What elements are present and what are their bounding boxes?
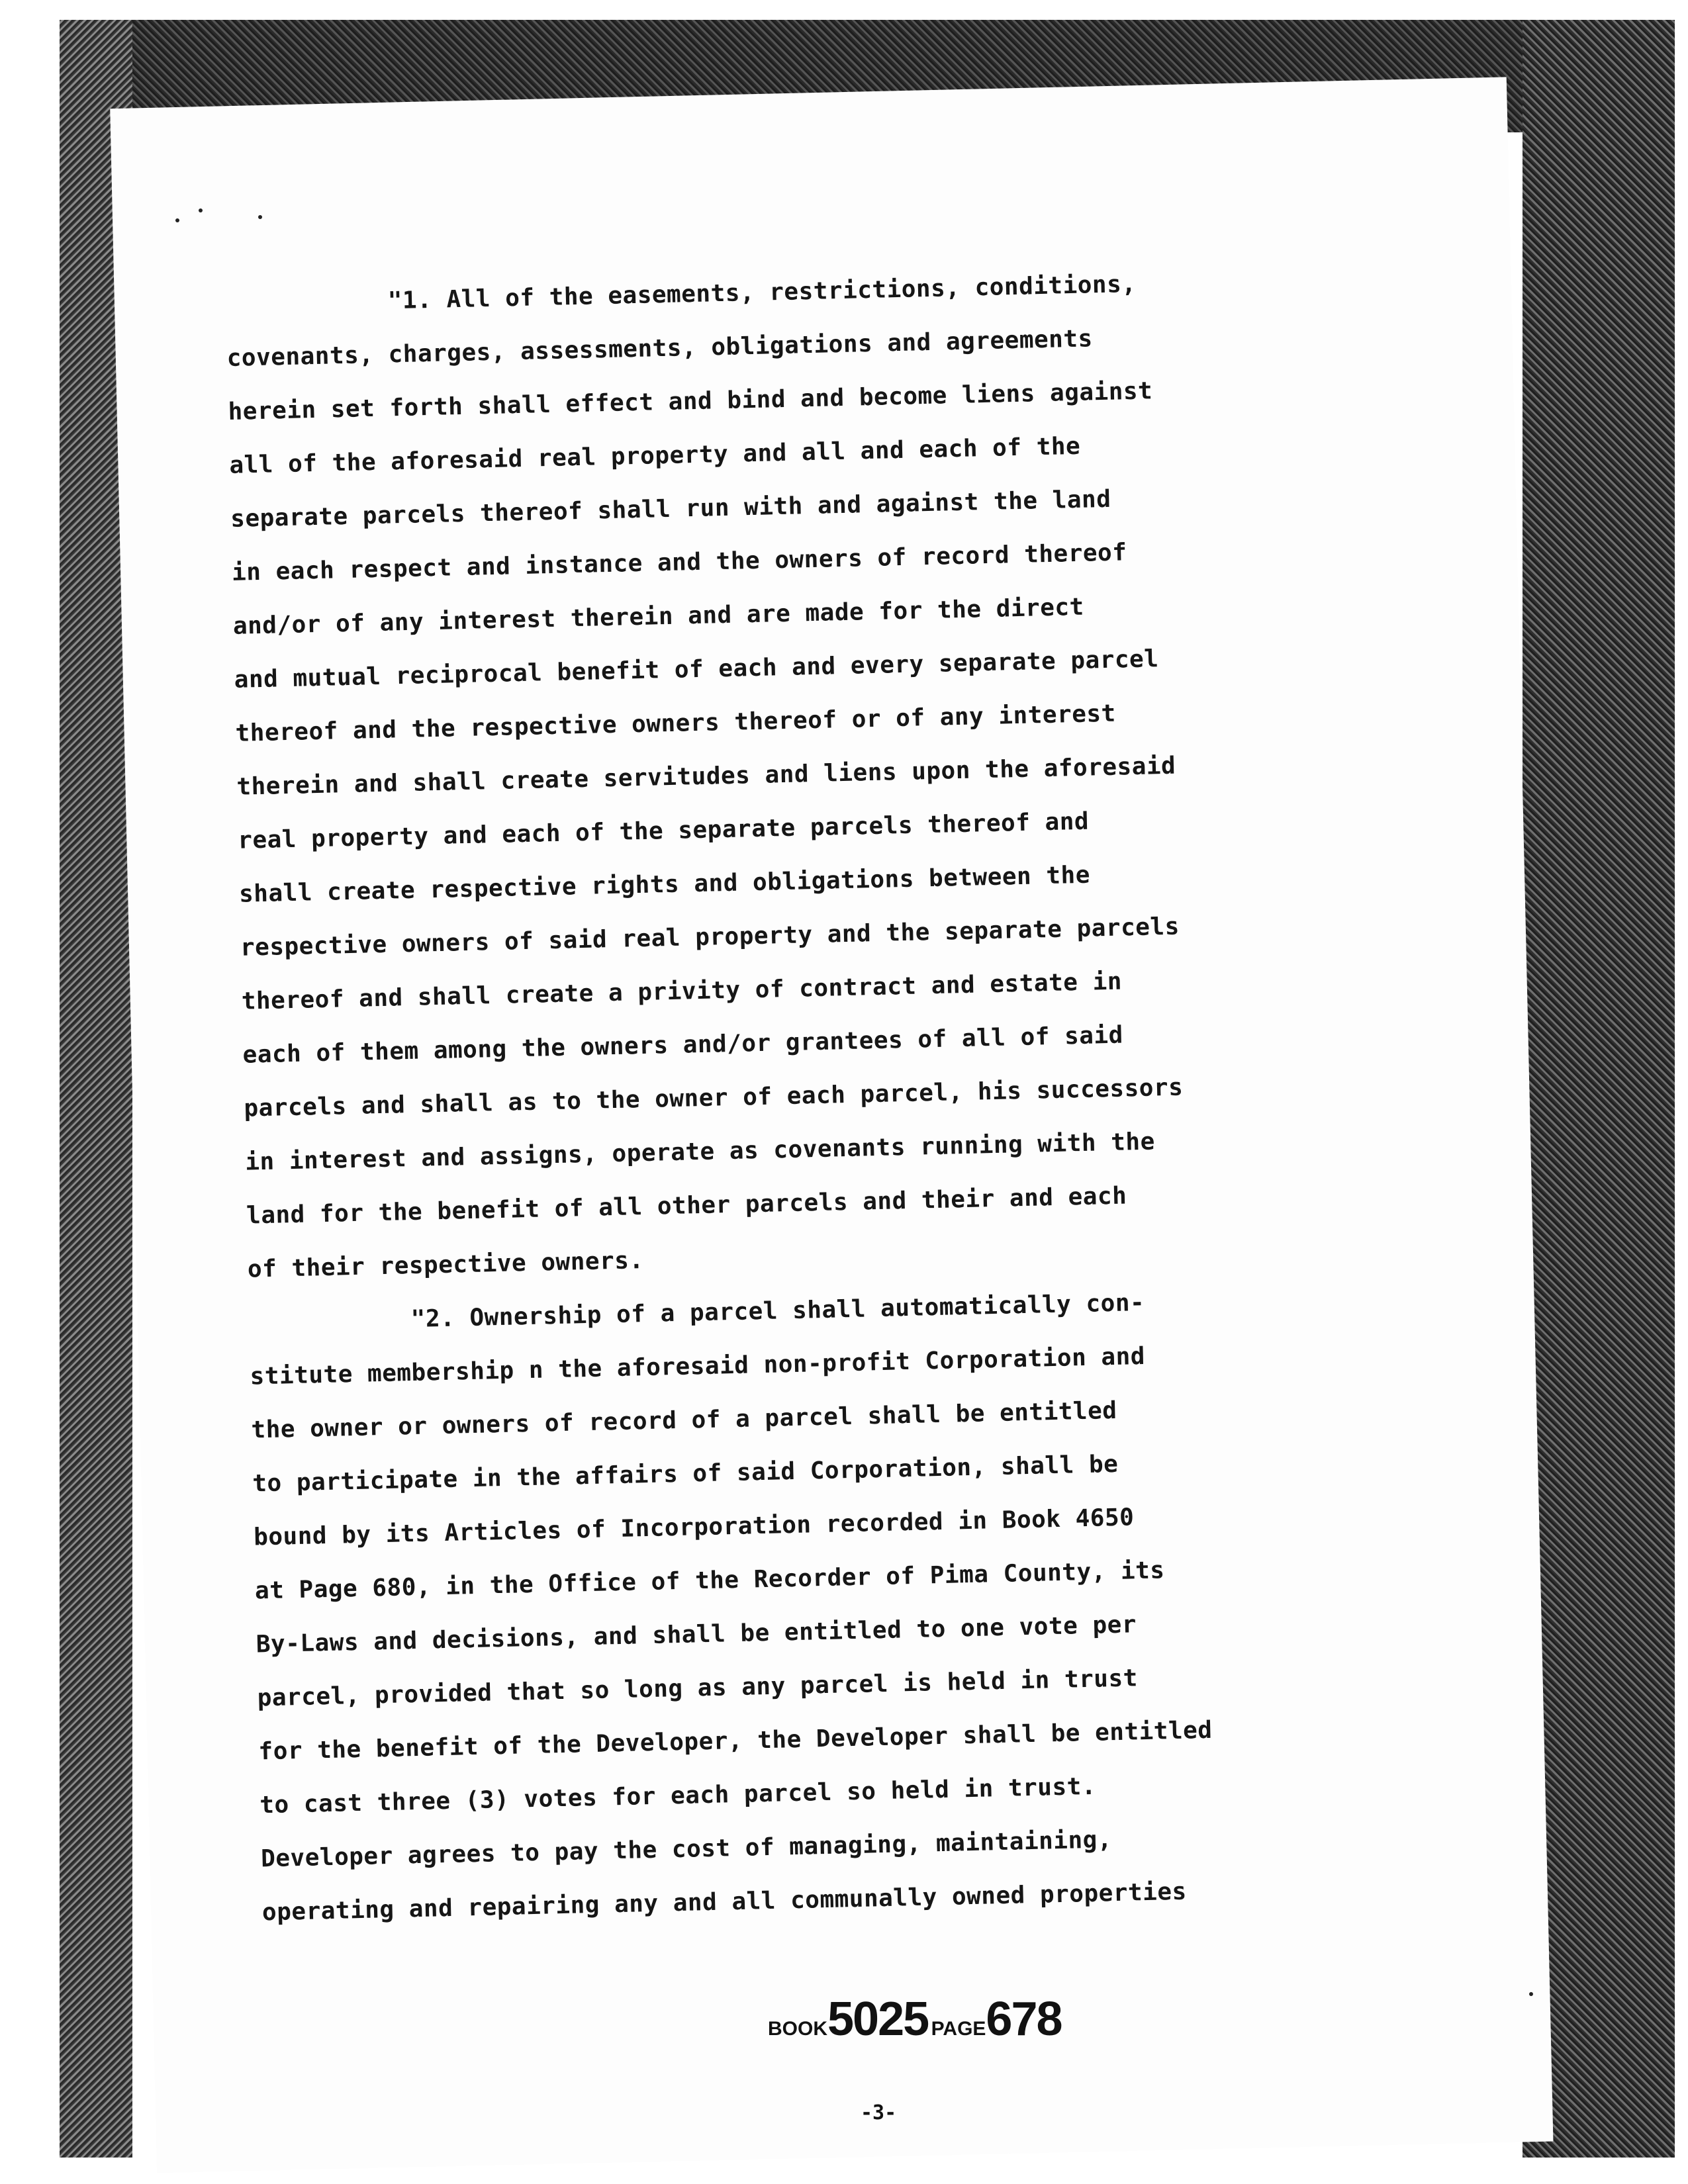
- page-label: PAGE: [931, 2018, 986, 2040]
- text-line: land for the benefit of all other parcels and their and each: [246, 1182, 1127, 1230]
- book-number: 5025: [827, 1993, 929, 2046]
- text-line: By-Laws and decisions, and shall be entitled to one vote per: [256, 1611, 1137, 1659]
- text-line: for the benefit of the Developer, the Developer shall be entitled: [258, 1716, 1213, 1766]
- text-line: real property and each of the separate parcels thereof and: [237, 807, 1090, 854]
- text-line: at Page 680, in the Office of the Recorder of Pima County, its: [254, 1557, 1165, 1605]
- text-line: thereof and shall create a privity of contract and estate in: [241, 968, 1123, 1015]
- book-label: BOOK: [768, 2018, 827, 2040]
- text-line: separate parcels thereof shall run with and against the land: [230, 485, 1111, 533]
- text-line: stitute membership n the aforesaid non-profit Corporation and: [250, 1342, 1146, 1390]
- text-line: herein set forth shall effect and bind and become liens against: [228, 377, 1153, 426]
- text-line: parcels and shall as to the owner of each parcel, his successors: [244, 1073, 1184, 1122]
- scan-speck: [175, 218, 179, 222]
- document-body: [225, 250, 1520, 1939]
- scan-speck: [1529, 1992, 1533, 1996]
- text-line: the owner or owners of record of a parcel shall be entitled: [251, 1396, 1117, 1444]
- page-index: -3-: [861, 2101, 897, 2124]
- text-line: covenants, charges, assessments, obligations and agreements: [226, 325, 1094, 372]
- text-line: "1. All of the easements, restrictions, conditions,: [387, 270, 1137, 315]
- text-line: all of the aforesaid real property and all and each of the: [228, 432, 1081, 479]
- text-line: and/or of any interest therein and are made for the direct: [232, 593, 1085, 640]
- text-line: therein and shall create servitudes and liens upon the aforesaid: [236, 752, 1176, 801]
- text-line: operating and repairing any and all communally owned properties: [261, 1878, 1188, 1927]
- text-line: to participate in the affairs of said Corporation, shall be: [252, 1450, 1119, 1498]
- text-line: bound by its Articles of Incorporation recorded in Book 4650: [253, 1504, 1135, 1551]
- text-line: each of them among the owners and/or grantees of all of said: [242, 1021, 1124, 1069]
- scan-speck: [258, 215, 262, 219]
- text-line: in each respect and instance and the owners of record thereof: [231, 539, 1127, 586]
- text-line: shall create respective rights and obligations between the: [238, 861, 1091, 908]
- text-line: and mutual reciprocal benefit of each and every separate parcel: [234, 645, 1159, 694]
- text-line: to cast three (3) votes for each parcel so held in trust.: [259, 1772, 1097, 1819]
- scan-speck: [199, 208, 203, 212]
- text-line: of their respective owners.: [247, 1247, 645, 1283]
- text-line: Developer agrees to pay the cost of managing, maintaining,: [260, 1826, 1113, 1873]
- page-number: 678: [986, 1993, 1062, 2046]
- text-line: respective owners of said real property and the separate parcels: [240, 913, 1180, 962]
- book-page-stamp: [768, 1992, 1062, 2046]
- text-line: in interest and assigns, operate as covenants running with the: [244, 1128, 1156, 1176]
- text-line: parcel, provided that so long as any parcel is held in trust: [257, 1664, 1139, 1712]
- text-line: "2. Ownership of a parcel shall automatically con-: [410, 1289, 1145, 1334]
- text-line: thereof and the respective owners thereof or of any interest: [235, 700, 1117, 747]
